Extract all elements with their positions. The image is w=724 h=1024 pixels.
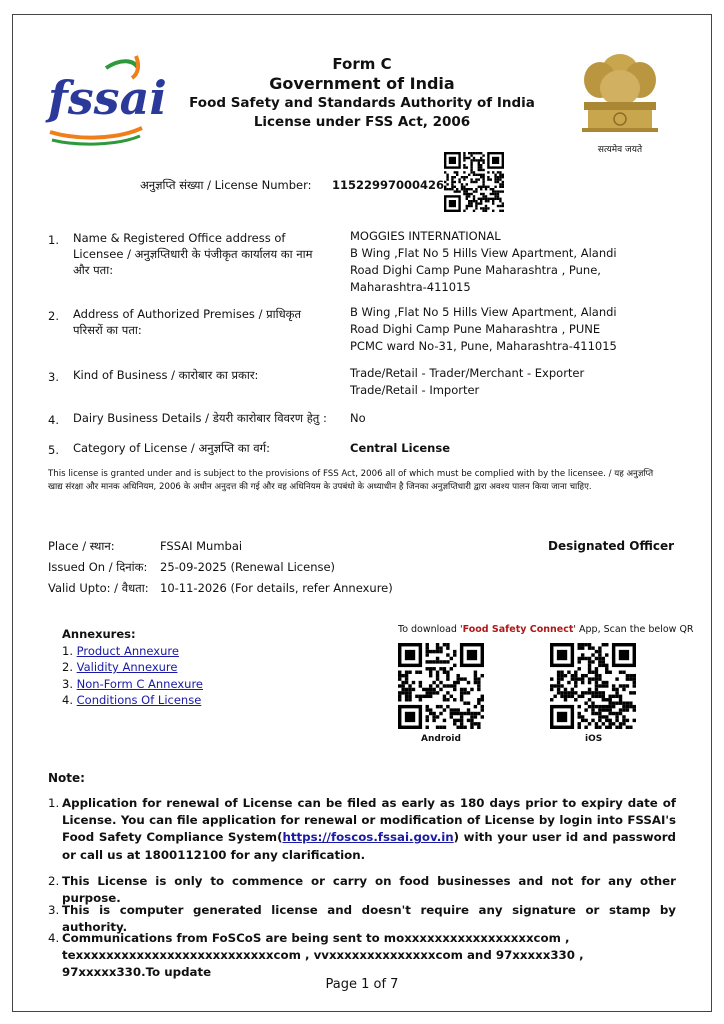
- android-qr-code[interactable]: [398, 643, 484, 729]
- item-label: Address of Authorized Premises / प्राधिकृत परिसरों का पता:: [73, 307, 302, 337]
- value-line: MOGGIES INTERNATIONAL: [350, 229, 501, 243]
- item-number: 2.: [48, 309, 59, 323]
- note-text: This License is only to commence or carry on food businesses and not for any other purpose.: [62, 874, 676, 906]
- value-line: PCMC ward No-31, Pune, Maharashtra-411015: [350, 339, 617, 353]
- place-value: FSSAI Mumbai: [160, 539, 243, 553]
- issued-value: 25-09-2025 (Renewal License): [160, 560, 336, 574]
- note-text: [62, 795, 676, 864]
- annexure-item: [62, 659, 203, 676]
- download-pre: To download ': [398, 624, 463, 635]
- lion-capital-icon: [574, 46, 666, 136]
- license-number: 11522997000426: [332, 178, 445, 192]
- valid-label: Valid Upto: / वैधता:: [48, 581, 149, 595]
- app-name: Food Safety Connect: [462, 624, 574, 635]
- item-label: Name & Registered Office address of Licensee / अनुज्ञप्तिधारी के पंजीकृत कार्यालय का नाम और पता:: [73, 231, 313, 277]
- conditions-of-license-link[interactable]: Conditions Of License: [76, 693, 202, 707]
- download-instructions: [398, 624, 694, 635]
- designated-officer: Designated Officer: [548, 539, 674, 553]
- ios-label: iOS: [585, 734, 603, 744]
- annexure-item: [62, 643, 203, 660]
- foscos-link[interactable]: https://foscos.fssai.gov.in: [282, 830, 454, 845]
- detail-value-category: [350, 440, 650, 457]
- document-header: [140, 54, 584, 132]
- emblem-motto: सत्यमेव जयते: [597, 145, 643, 155]
- item-number: 5.: [48, 443, 59, 457]
- detail-value-premises: [350, 304, 650, 355]
- android-label: Android: [421, 734, 461, 744]
- annexures-title: Annexures:: [62, 627, 136, 641]
- value-line: Road Dighi Camp Pune Maharashtra , PUNE: [350, 322, 601, 336]
- note-number: 1.: [48, 796, 60, 810]
- annexure-number: 1.: [62, 643, 73, 658]
- act-title: License under FSS Act, 2006: [253, 114, 471, 130]
- license-number-label: अनुज्ञप्ति संख्या / License Number:: [140, 178, 312, 192]
- value-line: Maharashtra-411015: [350, 280, 471, 294]
- note-1-text-a: Application for renewal of License can be filed as early as 180 days prior to expiry date of License. You can file application for renewal or modification of License by login into FSSAI's Food Safety Compliance System(: [62, 796, 676, 845]
- annexures-section: [62, 626, 203, 709]
- fssai-logo: [46, 48, 167, 148]
- value-line: Trade/Retail - Importer: [350, 383, 480, 397]
- government-title: Government of India: [269, 74, 455, 93]
- annexure-number: 3.: [62, 676, 73, 691]
- product-annexure-link[interactable]: Product Annexure: [76, 643, 179, 658]
- annexure-number: 4.: [62, 693, 73, 707]
- license-qr-code: [444, 152, 504, 212]
- item-number: 1.: [48, 233, 59, 247]
- value-line: Central License: [350, 441, 451, 455]
- note-number: 3.: [48, 903, 60, 917]
- valid-value: 10-11-2026 (For details, refer Annexure): [160, 581, 393, 595]
- item-label: Category of License / अनुज्ञप्ति का वर्ग:: [73, 441, 270, 455]
- value-line: B Wing ,Flat No 5 Hills View Apartment, Alandi: [350, 305, 617, 319]
- non-form-c-annexure-link[interactable]: Non-Form C Annexure: [76, 676, 203, 691]
- detail-value-name: [350, 228, 650, 296]
- item-number: 3.: [48, 370, 59, 384]
- note-text: Communications from FoSCoS are being sent to moxxxxxxxxxxxxxxxxxcom , texxxxxxxxxxxxxxxxxxxxxxxxxxcom , vvxxxxxxxxxxxxxxcom and 97xxxxx330 , 97xxxxx330.To update: [62, 931, 584, 980]
- note-1-text-b: ) with your user id and password or call us at 1800112100 for any clarification.: [62, 830, 676, 862]
- form-title: Form C: [332, 55, 392, 73]
- item-label: Dairy Business Details / डेयरी कारोबार विवरण हेतु :: [73, 411, 327, 425]
- validity-annexure-link[interactable]: Validity Annexure: [76, 660, 178, 674]
- detail-value-business: [350, 365, 650, 399]
- annexure-item: [62, 692, 203, 709]
- authority-title: Food Safety and Standards Authority of India: [189, 95, 535, 111]
- note-text: This is computer generated license and doesn't require any signature or stamp by authority.: [62, 903, 676, 935]
- value-line: B Wing ,Flat No 5 Hills View Apartment, Alandi: [350, 246, 617, 260]
- note-number: 2.: [48, 874, 60, 888]
- disclaimer-text: This license is granted under and is subject to the provisions of FSS Act, 2006 all of which must be complied with by the licensee. / यह अनुज्ञप्ति खाद्य संरक्षा और मानक अधिनियम, 2006 के अधीन अनुदत्त की गई और वह अधिनियम के उपबंधो के अध्याधीन है जिनका अनुज्ञप्तिधारी द्वारा अवश्य पालन किया जाना चाहिए.: [48, 469, 654, 492]
- note-item-4: [48, 930, 676, 982]
- note-item-1: [48, 795, 676, 864]
- download-post: ' App, Scan the below QR: [573, 624, 694, 635]
- item-label: Kind of Business / कारोबार का प्रकार:: [73, 368, 259, 382]
- annexure-item: [62, 676, 203, 693]
- item-number: 4.: [48, 413, 59, 427]
- svg-text:fssai: fssai: [48, 71, 167, 125]
- issued-label: Issued On / दिनांक:: [48, 560, 148, 574]
- national-emblem: [574, 46, 666, 154]
- page-number: Page 1 of 7: [325, 977, 399, 992]
- ios-qr-code[interactable]: [550, 643, 636, 729]
- note-number: 4.: [48, 931, 60, 945]
- note-title: Note:: [48, 771, 85, 785]
- annexure-number: 2.: [62, 660, 73, 674]
- value-line: No: [350, 411, 366, 425]
- license-number-row: [140, 178, 445, 193]
- place-label: Place / स्थान:: [48, 539, 115, 553]
- detail-value-dairy: [350, 410, 650, 427]
- value-line: Road Dighi Camp Pune Maharashtra , Pune,: [350, 263, 601, 277]
- value-line: Trade/Retail - Trader/Merchant - Exporter: [350, 366, 585, 380]
